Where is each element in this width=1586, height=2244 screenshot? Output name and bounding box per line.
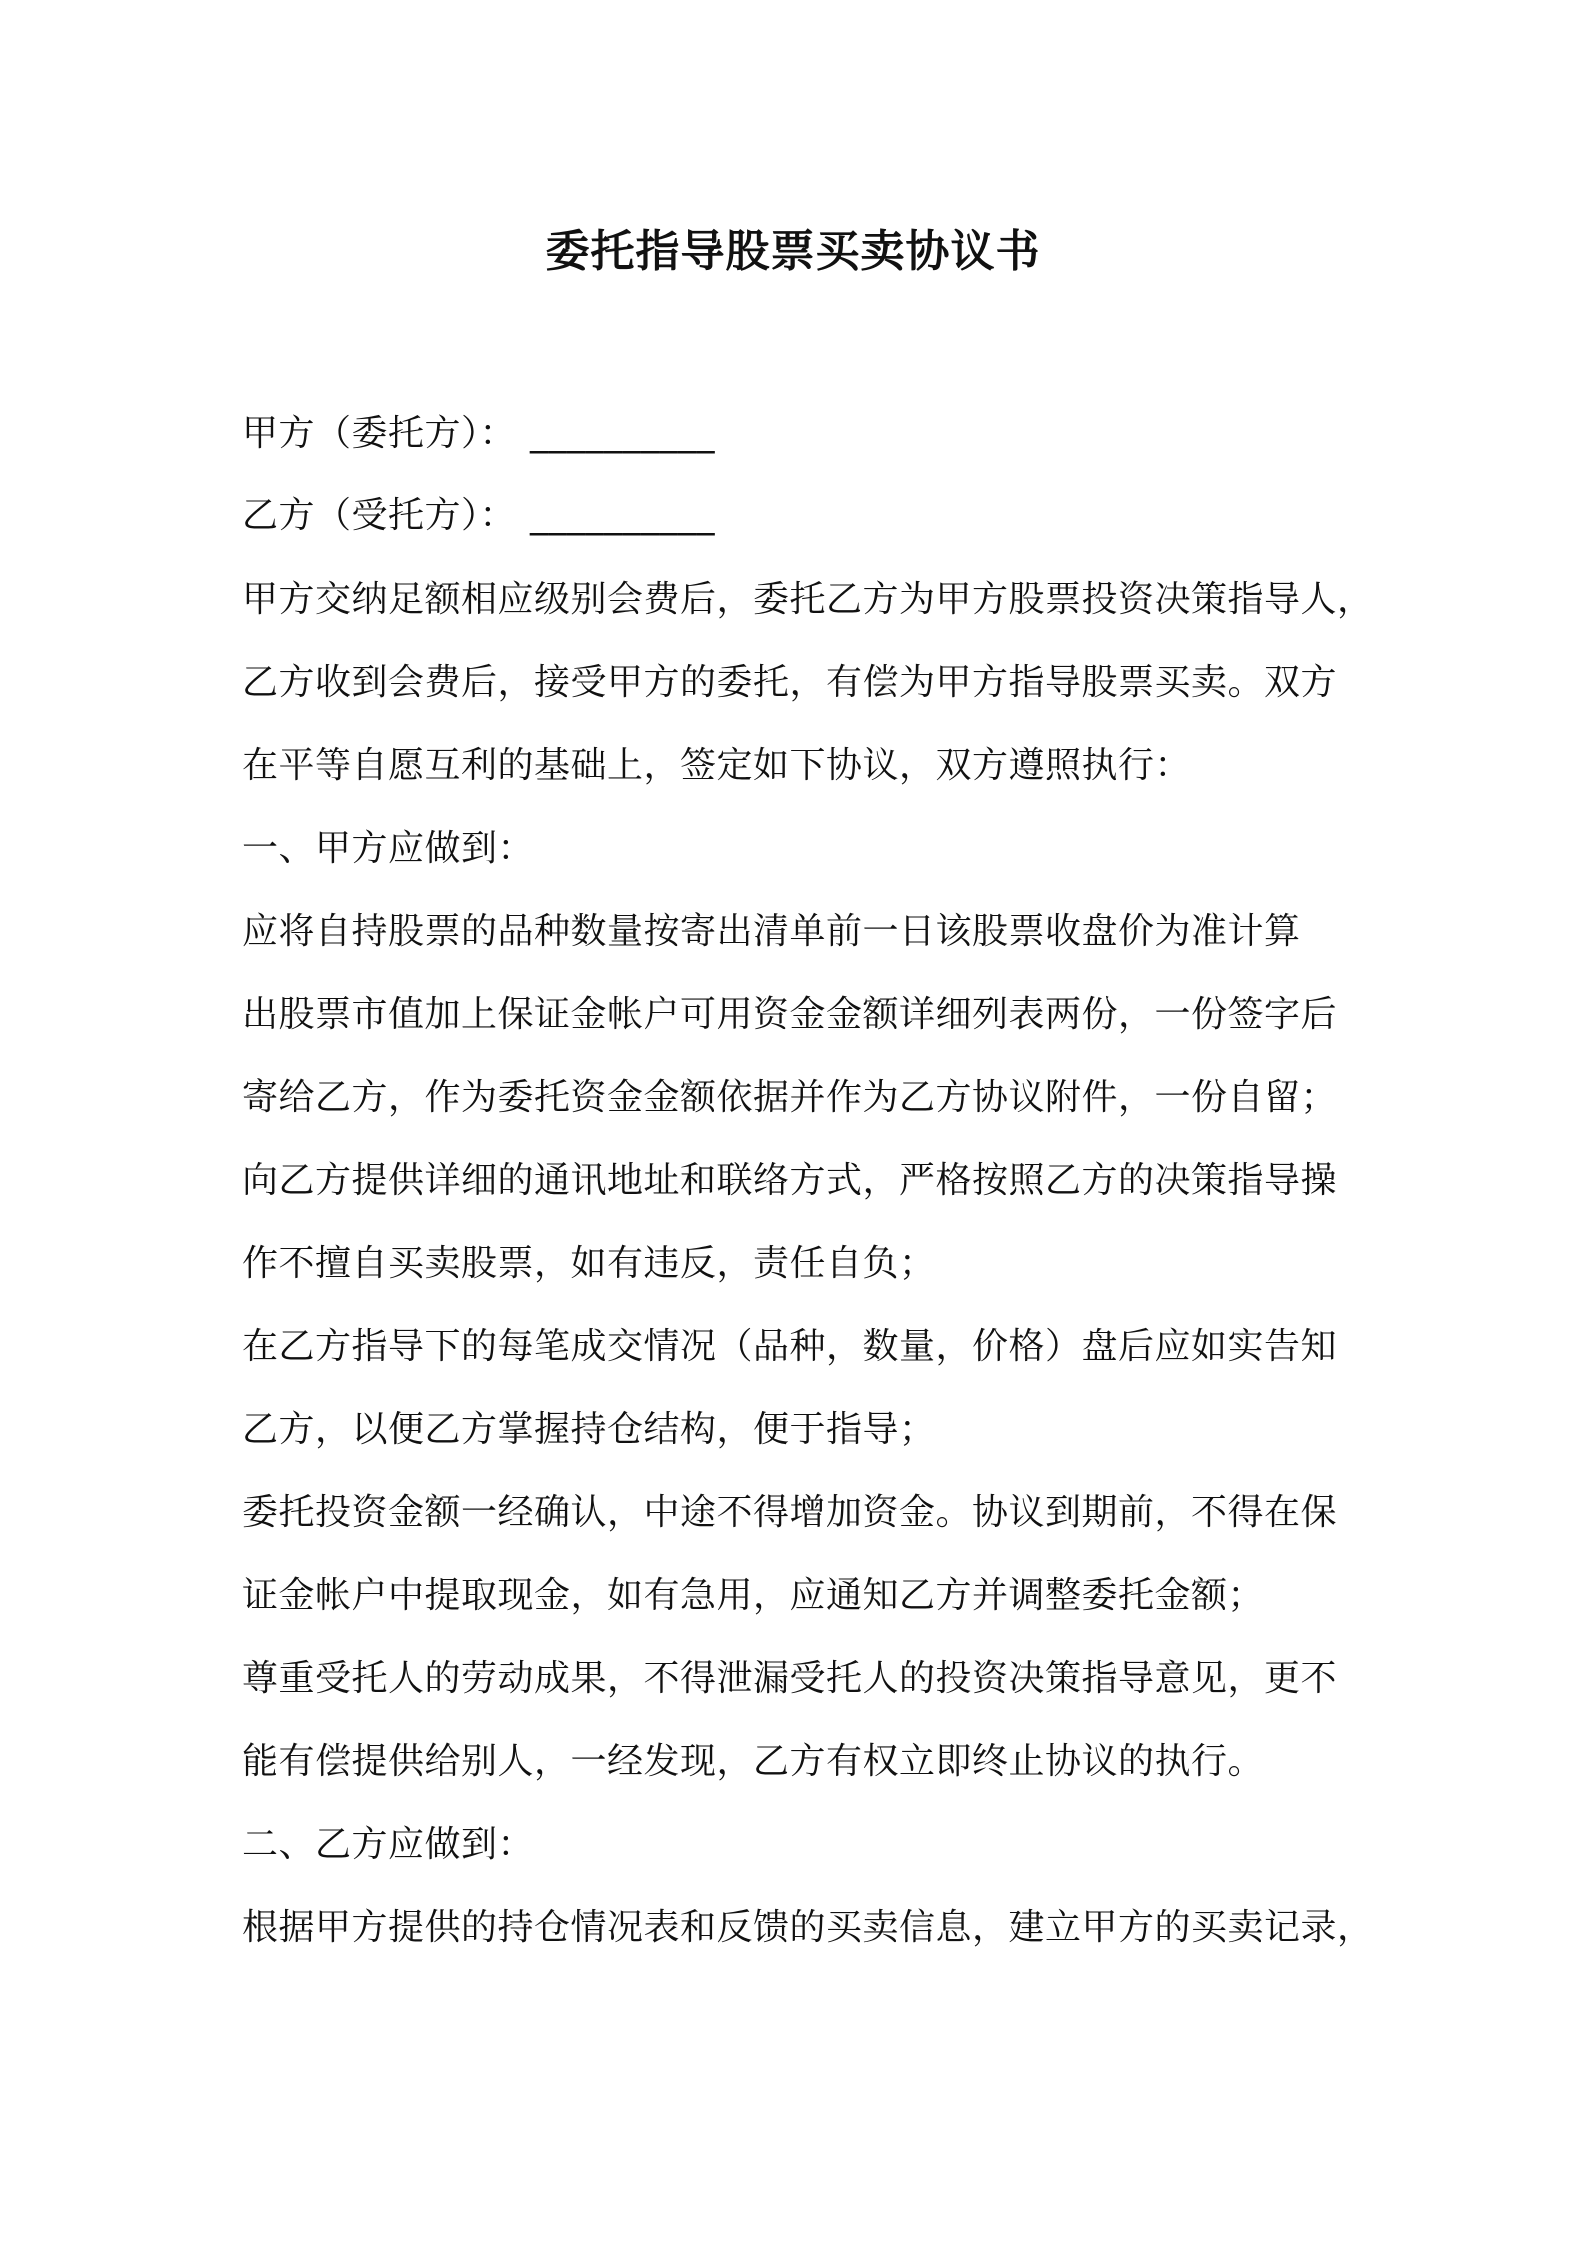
party-a-blank: __________ <box>530 413 716 454</box>
section-2-line: 根据甲方提供的持仓情况表和反馈的买卖信息，建立甲方的买卖记录， <box>242 1907 1374 1948</box>
section-1-line: 在乙方指导下的每笔成交情况（品种，数量，价格）盘后应如实告知 <box>242 1326 1338 1367</box>
intro-line: 在平等自愿互利的基础上，签定如下协议，双方遵照执行： <box>242 745 1192 786</box>
party-b-blank: __________ <box>530 495 716 536</box>
section-1-line: 能有偿提供给别人，一经发现，乙方有权立即终止协议的执行。 <box>242 1741 1265 1782</box>
section-1-line: 委托投资金额一经确认，中途不得增加资金。协议到期前，不得在保 <box>242 1492 1338 1533</box>
section-1-line: 寄给乙方，作为委托资金金额依据并作为乙方协议附件，一份自留； <box>242 1077 1338 1118</box>
section-1-line: 尊重受托人的劳动成果，不得泄漏受托人的投资决策指导意见，更不 <box>242 1658 1338 1699</box>
section-1-line: 作不擅自买卖股票，如有违反，责任自负； <box>242 1243 936 1284</box>
section-1-line: 证金帐户中提取现金，如有急用，应通知乙方并调整委托金额； <box>242 1575 1265 1616</box>
section-2-heading: 二、乙方应做到： <box>242 1824 535 1865</box>
section-1-line: 出股票市值加上保证金帐户可用资金金额详细列表两份，一份签字后 <box>242 994 1338 1035</box>
section-1-line: 乙方，以便乙方掌握持仓结构，便于指导； <box>242 1409 936 1450</box>
party-a-label: 甲方（委托方）： <box>242 413 517 454</box>
document-title: 委托指导股票买卖协议书 <box>545 226 1041 277</box>
party-b-label: 乙方（受托方）： <box>242 495 517 536</box>
section-1-line: 应将自持股票的品种数量按寄出清单前一日该股票收盘价为准计算 <box>242 911 1301 952</box>
intro-line: 甲方交纳足额相应级别会费后，委托乙方为甲方股票投资决策指导人， <box>242 579 1374 620</box>
party-a-line <box>242 412 1367 456</box>
section-1-line: 向乙方提供详细的通讯地址和联络方式，严格按照乙方的决策指导操 <box>242 1160 1338 1201</box>
party-b-line <box>242 494 1367 538</box>
intro-line: 乙方收到会费后，接受甲方的委托，有偿为甲方指导股票买卖。双方 <box>242 662 1338 703</box>
section-1-heading: 一、甲方应做到： <box>242 828 535 869</box>
